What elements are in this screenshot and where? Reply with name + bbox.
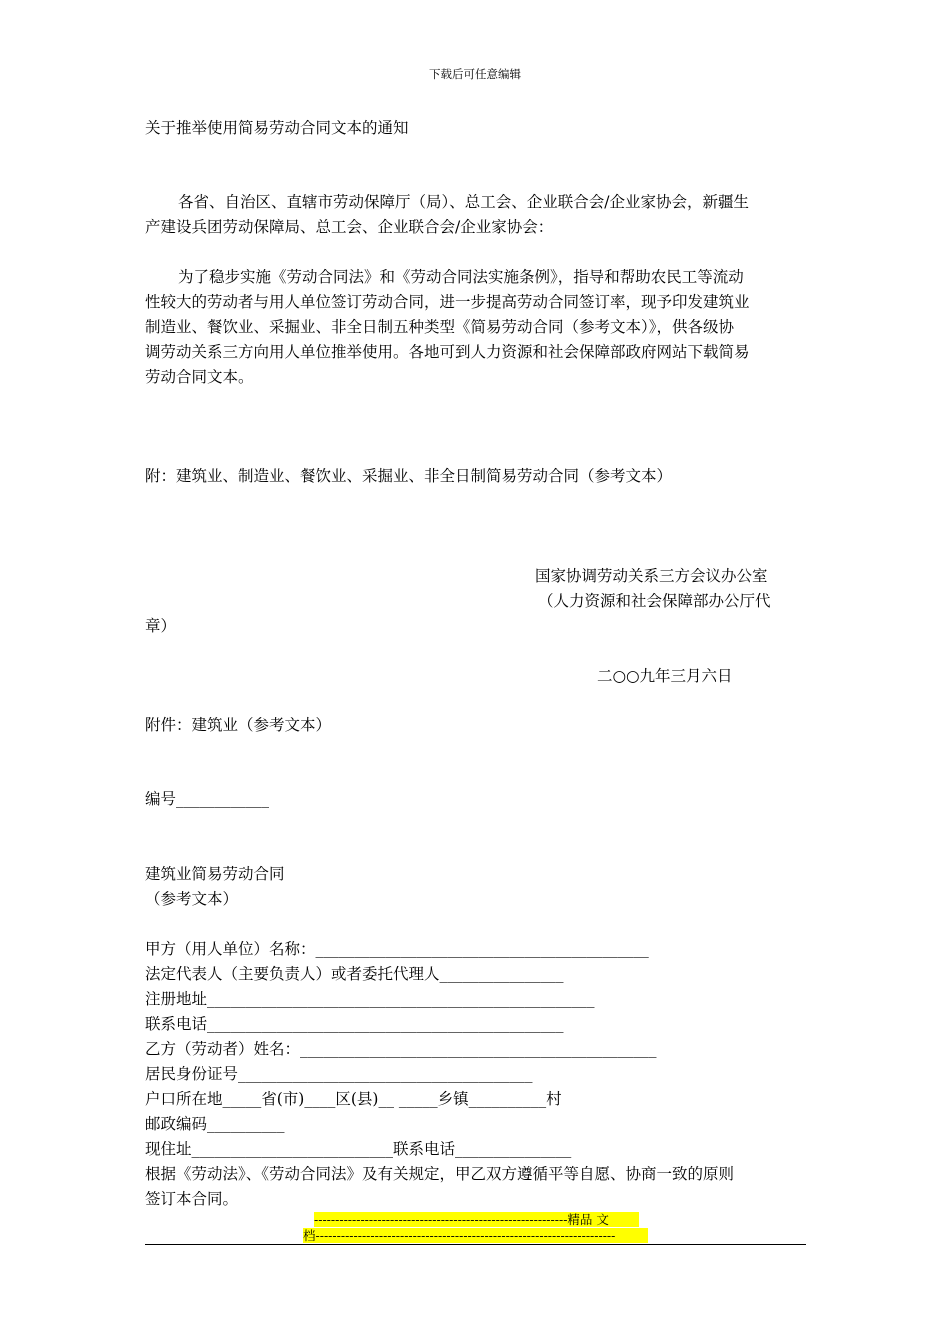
footer-watermark-line-1: ------------------------------------------------------------精品 文 [314,1212,639,1227]
paragraph-line-5: 劳动合同文本。 [145,368,254,386]
signatory-office: 国家协调劳动关系三方会议办公室 [535,567,768,585]
basis-line-2: 签订本合同。 [145,1190,239,1208]
signatory-stamp-line-2: 章） [145,617,177,635]
annex-title: 附件：建筑业（参考文本） [145,716,332,734]
party-b-name-field: 乙方（劳动者）姓名：______________________________________________ [145,1040,657,1058]
postcode-field: 邮政编码__________ [145,1115,285,1133]
contract-title: 建筑业简易劳动合同 [145,865,285,883]
registered-address-field: 注册地址__________________________________________________ [145,990,595,1008]
footer-divider [145,1244,806,1245]
issue-date: 二○○九年三月六日 [597,667,733,685]
paragraph-line-2: 性较大的劳动者与用人单位签订劳动合同，进一步提高劳动合同签订率，现予印发建筑业 [145,293,750,311]
contract-subtitle: （参考文本） [145,890,239,908]
footer-watermark-line-2: 档----------------------------------------------------------------------- [303,1228,648,1243]
id-number-field: 居民身份证号______________________________________ [145,1065,533,1083]
party-a-name-field: 甲方（用人单位）名称：___________________________________________ [145,940,649,958]
paragraph-line-3: 制造业、餐饮业、采掘业、非全日制五种类型《简易劳动合同（参考文本）》，供各级协 [145,318,735,336]
addressee-line-2: 产建设兵团劳动保障局、总工会、企业联合会/企业家协会： [145,218,554,236]
page-header-note: 下载后可任意编辑 [429,67,521,81]
paragraph-line-1: 为了稳步实施《劳动合同法》和《劳动合同法实施条例》，指导和帮助农民工等流动 [178,268,744,286]
addressee-line-1: 各省、自治区、直辖市劳动保障厅（局）、总工会、企业联合会/企业家协会，新疆生 [178,193,749,211]
hukou-location-field: 户口所在地_____省(市)____区(县)__ _____乡镇__________村 [145,1090,562,1108]
signatory-stamp-line-1: （人力资源和社会保障部办公厅代 [538,592,771,610]
attachment-list: 附：建筑业、制造业、餐饮业、采掘业、非全日制简易劳动合同（参考文本） [145,467,673,485]
party-a-phone-field: 联系电话______________________________________________ [145,1015,564,1033]
legal-representative-field: 法定代表人（主要负责人）或者委托代理人________________ [145,965,564,983]
paragraph-line-4: 调劳动关系三方向用人单位推举使用。各地可到人力资源和社会保障部政府网站下载简易 [145,343,750,361]
notice-title: 关于推举使用简易劳动合同文本的通知 [145,119,409,137]
current-address-field: 现住址__________________________联系电话_______________ [145,1140,572,1158]
serial-number-field: 编号____________ [145,790,270,808]
basis-line-1: 根据《劳动法》、《劳动合同法》及有关规定，甲乙双方遵循平等自愿、协商一致的原则 [145,1165,735,1183]
